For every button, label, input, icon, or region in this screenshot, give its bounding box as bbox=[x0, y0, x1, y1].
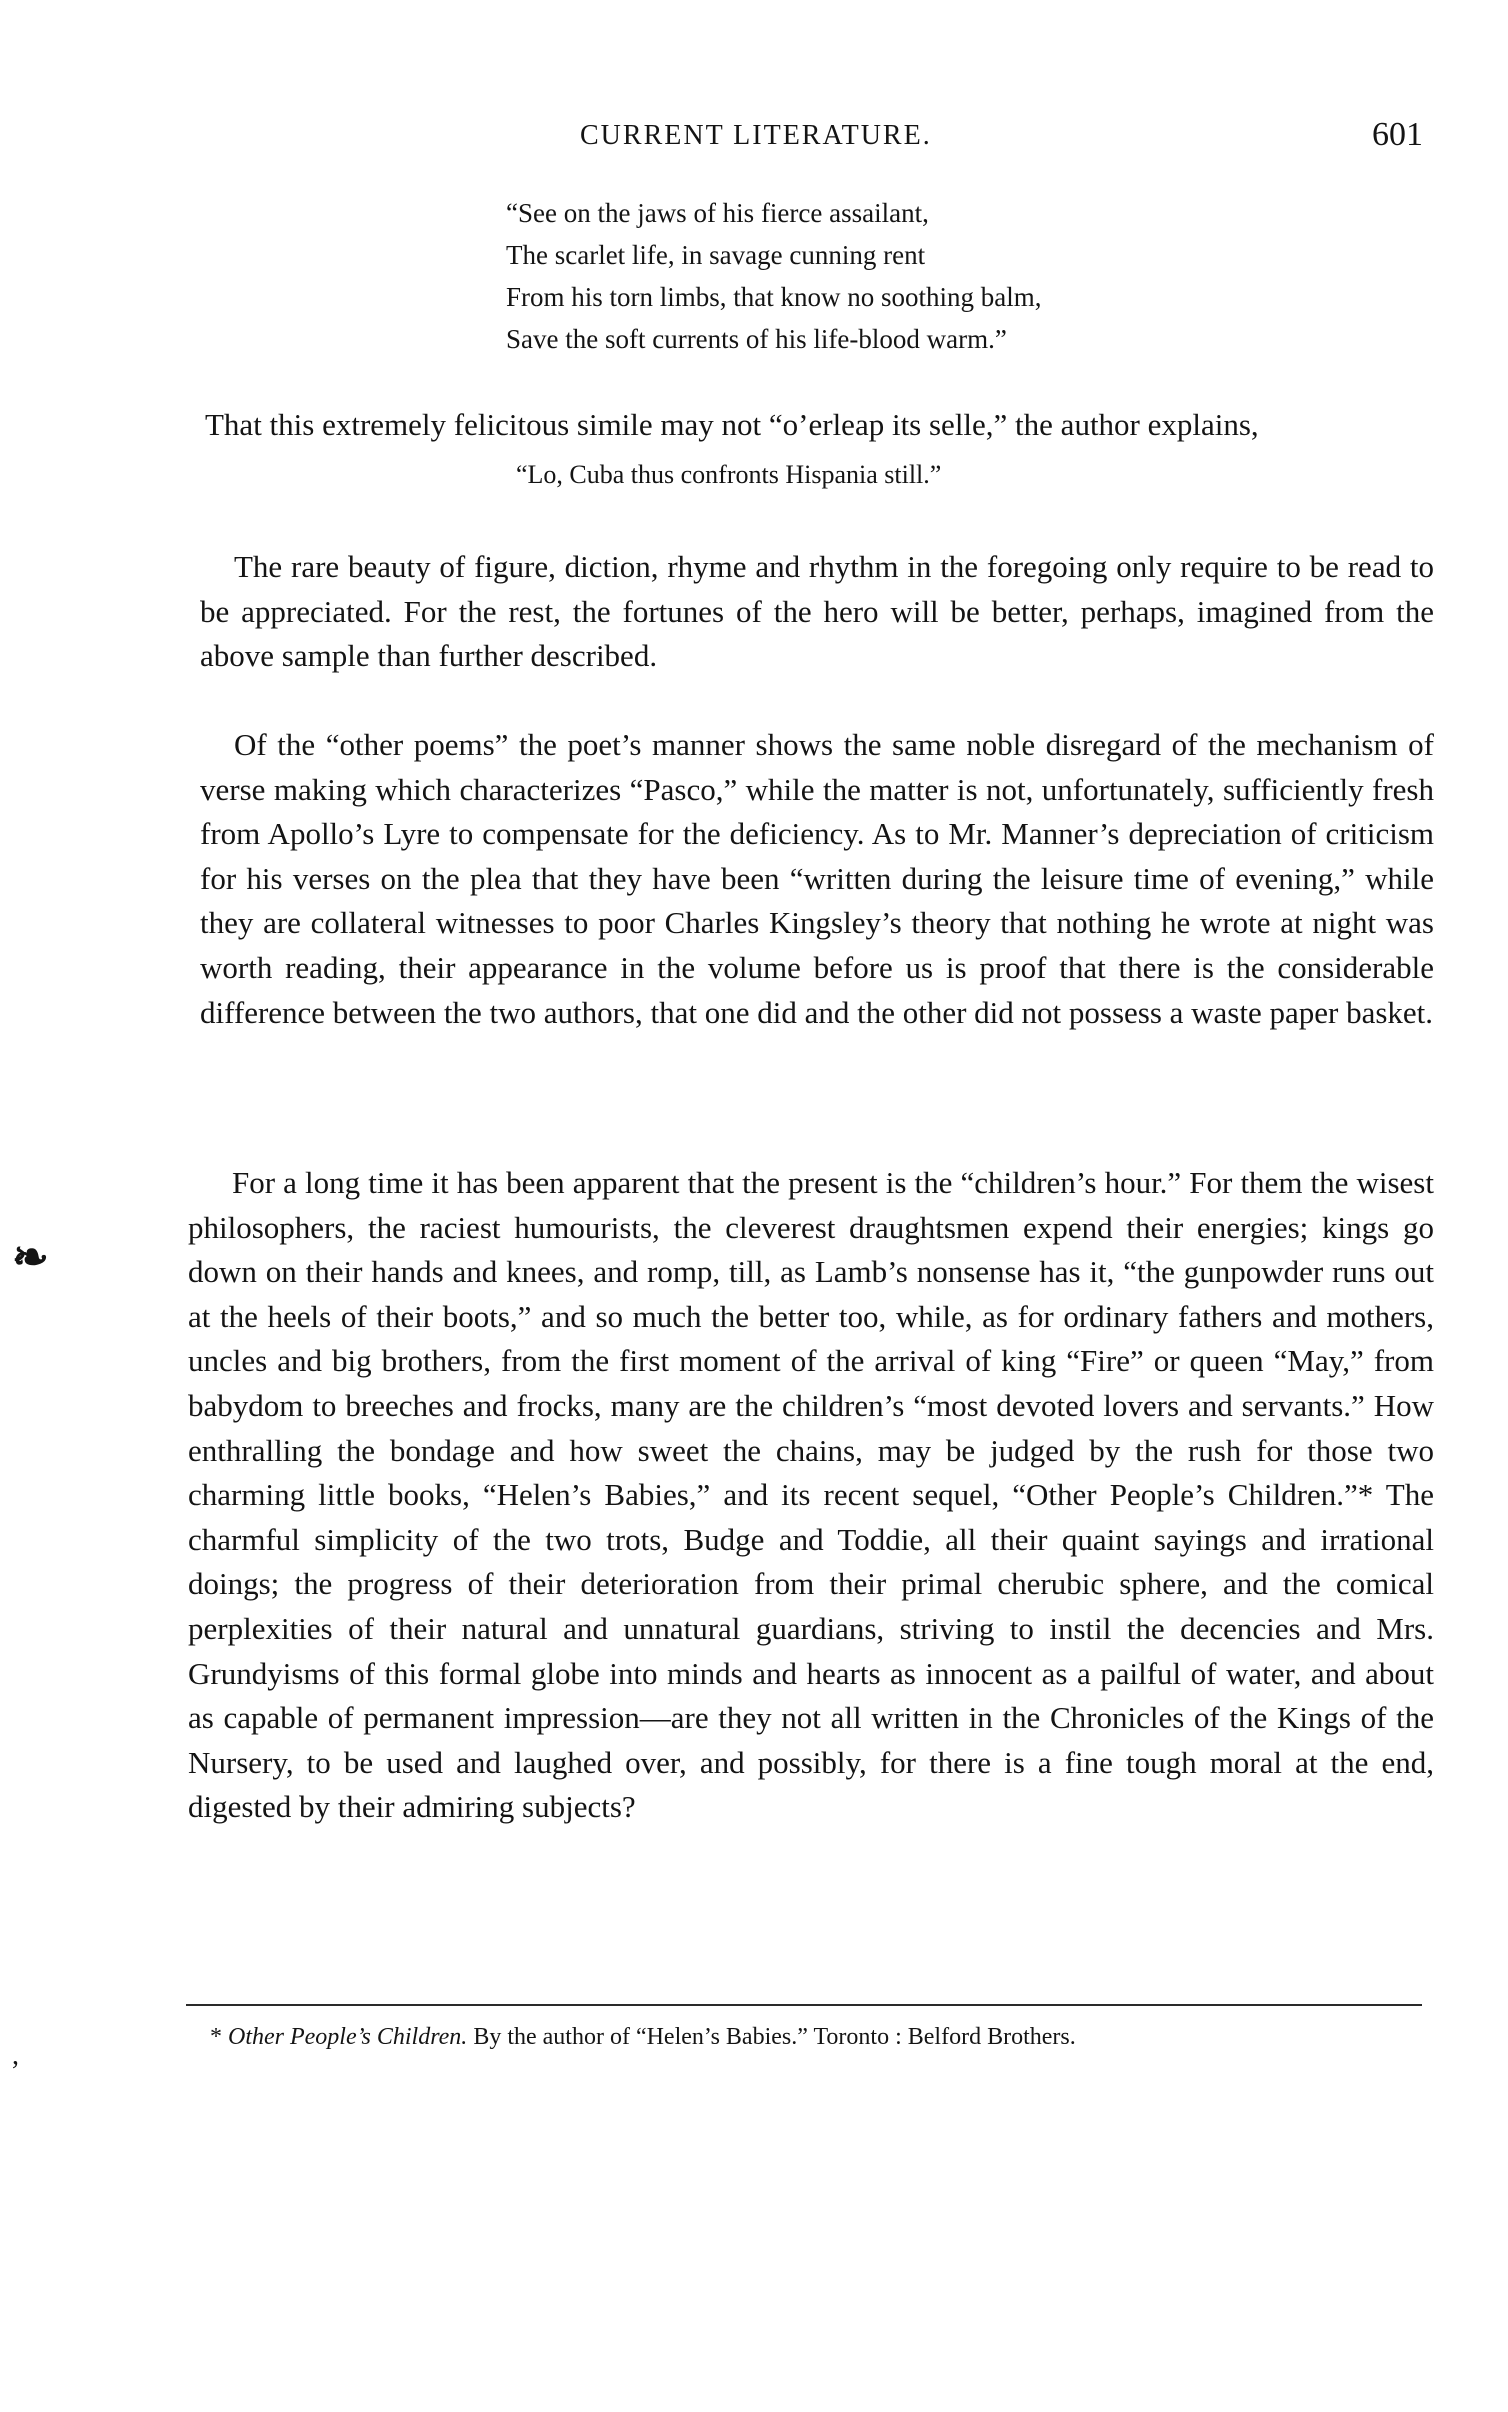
footnote-rule bbox=[186, 2004, 1422, 2006]
paragraph-simile: That this extremely felicitous simile may not “o’erleap its selle,” the author explains, bbox=[205, 407, 1259, 442]
running-header bbox=[0, 112, 1508, 162]
footnote-text: By the author of “Helen’s Babies.” Toronto : Belford Brothers. bbox=[473, 2024, 1076, 2050]
verse-quotation bbox=[506, 192, 1306, 360]
footnote-marker: * bbox=[210, 2024, 222, 2050]
verse-line: “See on the jaws of his fierce assailant, bbox=[506, 198, 929, 228]
quoted-line-cuba: “Lo, Cuba thus confronts Hispania still.” bbox=[516, 460, 942, 489]
paragraph-rare-beauty: The rare beauty of figure, diction, rhyme and rhythm in the foregoing only require to be read to be appreciated. For the rest, the fortunes of the hero will be better, perhaps, imagined from the above sample than further described. bbox=[200, 549, 1434, 674]
verse-line: The scarlet life, in savage cunning rent bbox=[506, 240, 926, 270]
paragraph-other-poems: Of the “other poems” the poet’s manner shows the same noble disregard of the mechanism of verse making which characterizes “Pasco,” while the matter is not, unfortunately, sufficiently fresh from Apollo’s Lyre to compensate for the deficiency. As to Mr. Manner’s depreciation of criticism for his verses on the plea that they have been “written during the leisure time of evening,” while they are collateral witnesses to poor Charles Kingsley’s theory that nothing he wrote at night was worth reading, their appearance in the volume before us is proof that there is the considerable difference between the two authors, that one did and the other did not possess a waste paper basket. bbox=[200, 727, 1434, 1030]
running-title: CURRENT LITERATURE. bbox=[580, 120, 932, 151]
paragraph-childrens-hour: For a long time it has been apparent that the present is the “children’s hour.” For them the wisest philosophers, the raciest humourists, the cleverest draughtsmen expend their energies; kings go down on their hands and knees, and romp, till, as Lamb’s nonsense has it, “the gunpowder runs out at the heels of their boots,” and so much the better too, while, as for ordinary fathers and mothers, uncles and big brothers, from the first moment of the arrival of king “Fire” or queen “May,” from babydom to breeches and frocks, many are the children’s “most devoted lovers and servants.” How enthralling the bondage and how sweet the chains, may be judged by the rush for those two charming little books, “Helen’s Babies,” and its recent sequel, “Other People’s Children.”* The charmful simplicity of the two trots, Budge and Toddie, all their quaint sayings and irrational doings; the progress of their deterioration from their primal cherubic sphere, and the comical perplexities of their natural and unnatural guardians, striving to instil the decencies and Mrs. Grundyisms of this formal globe into minds and hearts as innocent as a pailful of water, and about as capable of permanent impression—are they not all written in the Chronicles of the Kings of the Nursery, to be used and laughed over, and possibly, for there is a fine tough moral at the end, digested by their admiring subjects? bbox=[188, 1165, 1434, 1825]
verse-line: From his torn limbs, that know no soothing balm, bbox=[506, 282, 1042, 312]
footnote bbox=[210, 2024, 1440, 2051]
footnote-title: Other People’s Children. bbox=[228, 2024, 468, 2050]
page-number: 601 bbox=[1372, 116, 1423, 153]
margin-comma: , bbox=[12, 2040, 19, 2071]
margin-mark: ❧ bbox=[12, 1233, 49, 1282]
verse-line: Save the soft currents of his life-blood warm.” bbox=[506, 324, 1007, 354]
